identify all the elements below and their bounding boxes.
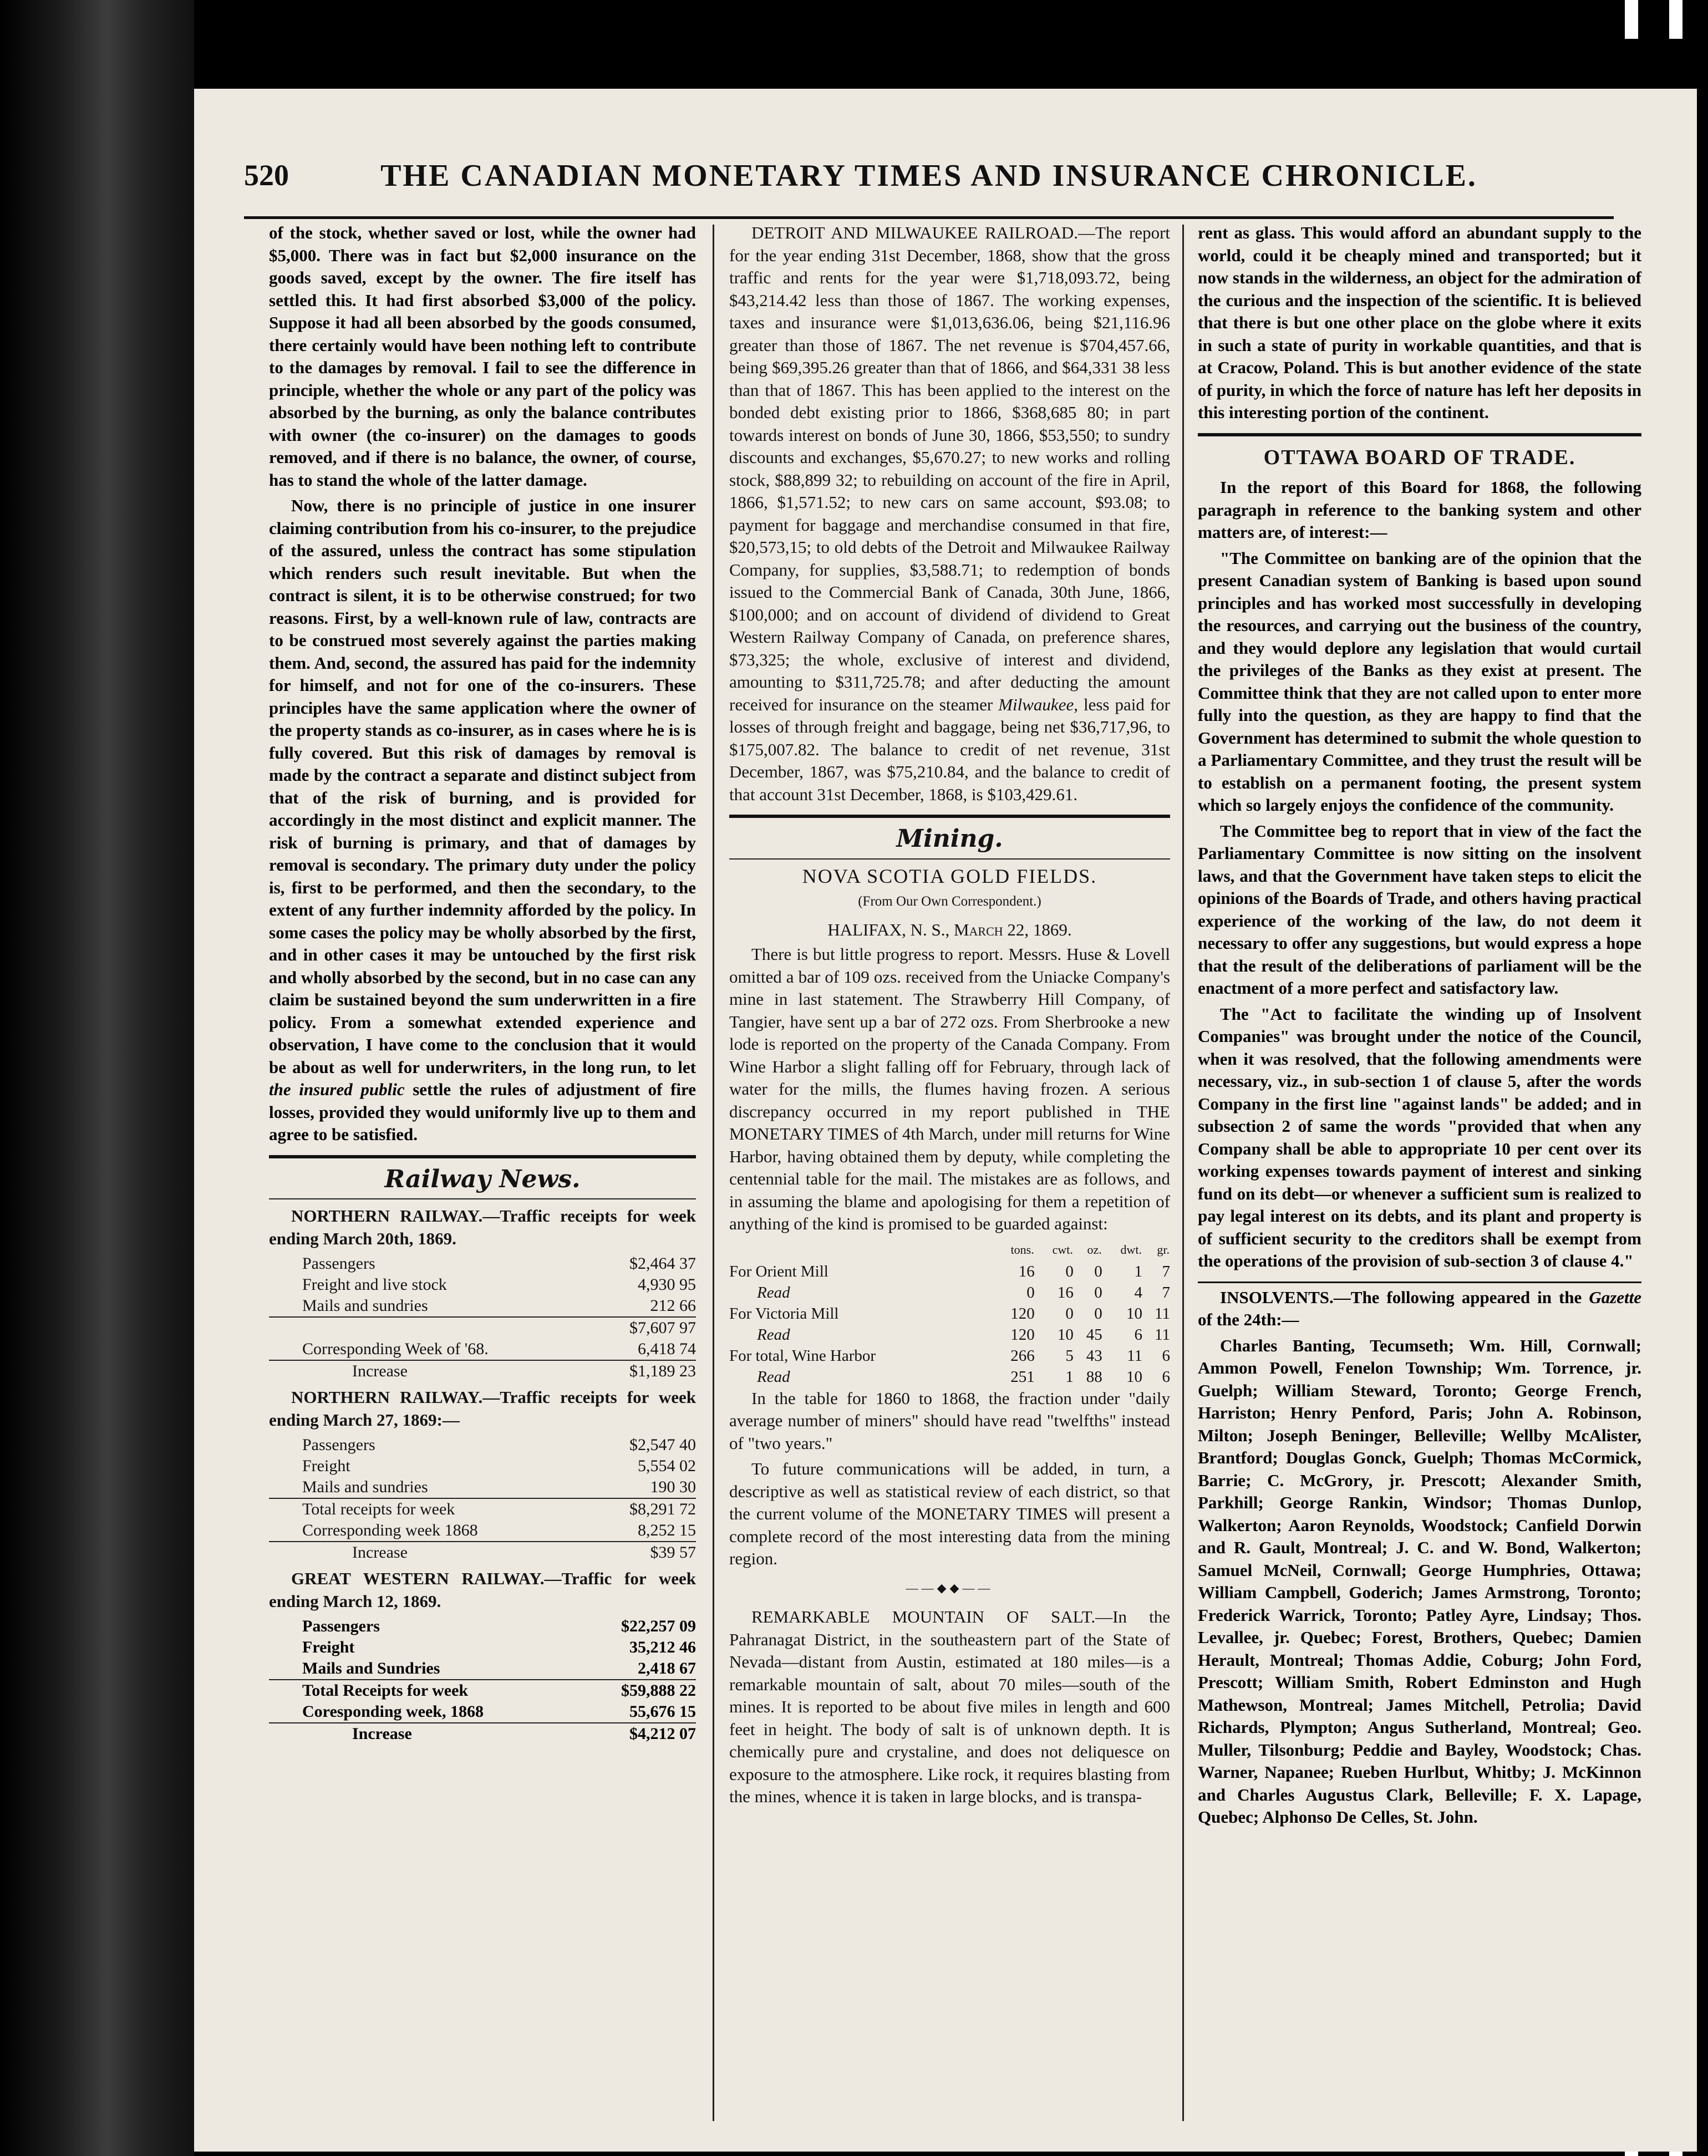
- header-rule: [244, 216, 1614, 219]
- table-row: Increase $39 57: [269, 1542, 696, 1563]
- article-paragraph: To future communications will be added, in turn, a descriptive as well as statistical review of each district, so that the current volume of the MONETARY TIMES will present a complete record of the most interesting data from the mining region.: [729, 1459, 1170, 1568]
- newspaper-page: [194, 89, 1697, 2152]
- paragraph-text: —In the Pahranagat District, in the southeastern part of the State of Nevada—distant from Austin, estimated at 180 miles—is a remarkable mountain of salt, about 70 miles—south of the mines. It is reported to be about five miles in length and 600 feet in height. The body of salt is of unknown depth. It is chemically pure and crystaline, and does not deliquesce on exposure to the atmosphere. Like rock, it requires blasting from the mines, whence it is taken in large blocks, and is transpa-: [729, 1607, 1170, 1806]
- table-row: Read 120 10 45 6 11: [757, 1325, 1170, 1344]
- section-rule: [729, 858, 1170, 860]
- article-paragraph: The Committee beg to report that in view of the fact the Parliamentary Committee is now sitting on the insolvent laws, and that the Government have taken steps to elicit the opinions of the Boards of Trade, and others having practical experience of the working of the law, do not deem it necessary to offer any suggestions, but would express a hope that the result of the deliberations of parliament will be the enactment of a more perfect and satisfactory law.: [1198, 821, 1641, 998]
- article-dateline: HALIFAX, N. S., March 22, 1869.: [827, 919, 1072, 939]
- table-row: Increase $1,189 23: [269, 1360, 696, 1382]
- paragraph-text: —The report for the year ending 31st December, 1868, show that the gross traffic and rents for the year were $1,718,093.72, being $43,214.42 less than those of 1867. The working expenses, taxes and insurance were $1,013,636.06, being $21,116.96 greater than those of 1867. The net revenue is $704,457.66, being $69,395.26 greater than that of 1866, and $64,331 38 less than that of 1867. This has been applied to the interest on the bonded debt existing prior to 1866, $368,685 80; in part towards interest on bonds of June 30, 1866, $53,550; to sundry discounts and exchanges, $5,670.27; to new works and rolling stock, $88,899 32; to rebuilding on account of the fire in April, 1866, $1,571.52; to new cars on same account, $93.08; to payment for baggage and merchandise consumed in that fire, $20,573,15; to old debts of the Detroit and Milwaukee Railway Company, for supplies, $3,588.71; to redemption of bonds issued to the Commercial Bank of Canada, 30th June, 1866, $100,000; and on account of dividend of dividend to Great Western Railway Company of Canada, on preference shares, $73,325; the whole, exclusive of interest and dividend, amounting to $311,725.78; and after deducting the amount received for insurance on the steamer: [729, 223, 1170, 714]
- table-row: Passengers $2,464 37: [302, 1254, 696, 1273]
- article-heading: INSOLVENTS.: [1220, 1287, 1334, 1307]
- report-title: GREAT WESTERN RAILWAY.: [291, 1569, 545, 1588]
- table-row: Freight and live stock 4,930 95: [302, 1275, 696, 1294]
- running-title: THE CANADIAN MONETARY TIMES AND INSURANCE CHRONICLE.: [380, 159, 1477, 193]
- column-divider: [1182, 225, 1184, 2121]
- table-row: $7,607 97: [269, 1317, 696, 1339]
- insolvents-list: Charles Banting, Tecumseth; Wm. Hill, Cornwall; Ammon Powell, Fenelon Township; Wm. Torrence, jr. Guelph; William Steward, Toronto; George French, Harriston; Henry Penford, Paris; John A. Robinson, Milton; Joseph Beninger, Belleville; Wellby McAlister, Brantford; Douglas Gonck, Guelph; Thomas McCormick, Barrie; C. McGrory, jr. Prescott; Alexander Smith, Parkhill; George Rankin, Windsor; Thomas Dunlop, Walkerton; Aaron Reynolds, Woodstock; Canfield Dorwin and R. Gault, Montreal; J. C. and W. Bond, Walkerton; Samuel McNeil, Cornwall; George Humphries, Ottawa; William Campbell, Goderich; James Armstrong, Toronto; Frederick Warrick, Toronto; Patley Ayre, Lindsay; Thos. Levallee, jr. Quebec; Forest, Brothers, Quebec; Damien Herault, Montreal; Thomas Addie, Coburg; John Ford, Prescott; William Smith, Robert Edminston and Hugh Mathewson, Montreal; James Mitchell, Petrolia; David Richards, Plympton; Angus Sutherland, Montreal; Geo. Muller, Tilsonburg; Peddie and Bayley, Woodstock; Chas. Warner, Napanee; Rueben Hurlbut, Whitby; J. McKinnon and Charles Augustus Clark, Belleville; F. X. Lapage, Quebec; Alphonso De Celles, St. John.: [1198, 1335, 1641, 1827]
- column-1: [269, 222, 696, 1745]
- traffic-table: [269, 1616, 696, 1745]
- book-binding-shadow: [0, 0, 194, 2156]
- table-row: Total Receipts for week $59,888 22: [269, 1680, 696, 1701]
- page-number: 520: [244, 159, 289, 192]
- section-title-ottawa-board: OTTAWA BOARD OF TRADE.: [1263, 445, 1576, 469]
- article-paragraph: The "Act to facilitate the winding up of Insolvent Companies" was brought under the notice of the Council, when it was resolved, that the following amendments were necessary, viz., in sub-section 1 of clause 5, after the words Company in the first line "against lands" be added; and in subsection 2 of same the words "provided that when any Company shall be able to appropriate 10 per cent over its working expenses towards payment of interest and sinking fund on its debt—or whenever a sufficient sum is realized to pay legal interest on its debts, and its plant and property is of sufficient security to the creditors shall be exempt from the operations of the provision of sub-section 3 of clause 4.": [1198, 1004, 1641, 1270]
- article-paragraph: rent as glass. This would afford an abundant supply to the world, could it be cheaply mined and transported; but it now stands in the wilderness, an object for the admiration of the curious and the inspection of the scientific. It is believed that there is but one other place on the globe where it exits in such a state of purity in workable quantities, and that is at Cracow, Poland. This is but another evidence of the state of purity, in which the force of nature has left her deposits in this interesting portion of the continent.: [1198, 223, 1641, 422]
- table-row: For total, Wine Harbor 266 5 43 11 6: [729, 1346, 1170, 1365]
- table-row: Freight 5,554 02: [302, 1457, 696, 1475]
- article-paragraph: [729, 222, 1170, 806]
- paragraph-text: —The following appeared in the: [1333, 1287, 1582, 1307]
- article-heading: DETROIT AND MILWAUKEE RAILROAD.: [751, 223, 1079, 242]
- table-row: Corresponding Week of '68. 6,418 74: [302, 1340, 696, 1358]
- traffic-report-heading: [269, 1205, 696, 1250]
- column-3: [1198, 222, 1641, 1832]
- traffic-report-heading: [269, 1386, 696, 1431]
- article-heading: REMARKABLE MOUNTAIN OF SALT.: [751, 1607, 1096, 1626]
- table-row: Corresponding week 1868 8,252 15: [302, 1521, 696, 1539]
- paragraph-text: , less paid for losses of through freight and baggage, being net $36,717,96, to $175,007.82. The balance to credit of net revenue, 31st December, 1867, was $75,210.84, and the balance to credit of that account 31st December, 1868, is $103,429.61.: [729, 694, 1170, 804]
- table-row: Read 0 16 0 4 7: [757, 1283, 1170, 1301]
- table-row: Increase $4,212 07: [269, 1723, 696, 1745]
- article-byline: (From Our Own Correspondent.): [858, 894, 1041, 909]
- table-row: Passengers $2,547 40: [302, 1436, 696, 1454]
- traffic-report-heading: [269, 1568, 696, 1613]
- traffic-table: [269, 1253, 696, 1382]
- traffic-table: [269, 1435, 696, 1563]
- column-divider: [713, 225, 714, 2121]
- section-rule: [1198, 433, 1641, 436]
- section-rule: [1198, 1282, 1641, 1283]
- article-paragraph: [1198, 1287, 1641, 1331]
- article-paragraph: In the table for 1860 to 1868, the fraction under "daily average number of miners" should have read "twelfths" instead of "two years.": [729, 1388, 1170, 1453]
- report-title: NORTHERN RAILWAY.: [291, 1387, 483, 1407]
- table-row: Freight 35,212 46: [302, 1638, 696, 1656]
- article-paragraph: [729, 1606, 1170, 1808]
- section-title-railway-news: Railway News.: [384, 1165, 581, 1193]
- paragraph-text: settle the rules of adjustment of fire losses, provided they would uniformly live up to them and agree to be satisfied.: [269, 1080, 697, 1144]
- table-row: Total receipts for week $8,291 72: [269, 1498, 696, 1520]
- page-header: [244, 152, 1614, 208]
- section-title-mining: Mining.: [896, 825, 1003, 853]
- section-rule: [269, 1198, 696, 1199]
- report-subtitle: —Traffic receipts for week ending March 20th, 1869.: [269, 1206, 697, 1248]
- article-paragraph: In the report of this Board for 1868, the following paragraph in reference to the banking system and other matters are, of interest:—: [1198, 477, 1641, 542]
- table-row: For Orient Mill 16 0 0 1 7: [729, 1262, 1170, 1280]
- table-header-row: tons. cwt. oz. dwt. gr.: [1010, 1242, 1170, 1257]
- table-row: Mails and Sundries 2,418 67: [302, 1659, 696, 1677]
- section-rule: [269, 1155, 696, 1158]
- mill-returns-table: [729, 1239, 1170, 1387]
- report-subtitle: —Traffic receipts for week ending March 27, 1869:—: [269, 1387, 697, 1430]
- table-row: Read 251 1 88 10 6: [757, 1367, 1170, 1386]
- article-paragraph: [269, 495, 696, 1146]
- report-title: NORTHERN RAILWAY.: [291, 1206, 483, 1226]
- section-rule: [729, 815, 1170, 818]
- report-subtitle: —Traffic for week ending March 12, 1869.: [269, 1569, 697, 1611]
- italic-phrase: the insured public: [269, 1080, 405, 1099]
- column-2: [729, 222, 1170, 1812]
- article-paragraph: of the stock, whether saved or lost, while the owner had $5,000. There was in fact but $2,000 insurance on the goods saved, except by the owner. The fire itself has settled this. It had first absorbed $3,000 of the policy. Suppose it had all been absorbed by the goods consumed, there certainly would have been nothing left to contribute to the damages by removal. I fail to see the difference in principle, whether the whole or any part of the policy was absorbed by the burning, as only the balance contributes with owner (the co-insurer) on the damages to goods removed, and if there is no balance, the owner, of course, has to stand the whole of the latter damage.: [269, 223, 696, 490]
- italic-phrase: Gazette: [1589, 1287, 1642, 1307]
- section-separator-ornament: ——◆◆——: [906, 1580, 994, 1595]
- paragraph-text: Now, there is no principle of justice in one insurer claiming contribution from his co-insurer, to the prejudice of the assured, unless the contract has some stipulation which renders such result inevitable. But when the contract is silent, it is to be otherwise construed; for two reasons. First, by a well-known rule of law, contracts are to be construed most severely against the parties making them. And, second, the assured has paid for the indemnity for himself, and not for one of the co-insurers. These principles have the same application where the owner of the property stands as co-insurer, as in cases where he is is fully covered. But this risk of damages by removal is made by the contract a separate and distinct subject from that of the risk of burning, and is provided for accordingly in the most distinct and explicit manner. The risk of burning is primary, and that of damages by removal is secondary. The primary duty under the policy is, first to be performed, and then the secondary, to the extent of any further indemnity afforded by the policy. In some cases the policy may be wholly absorbed by the first, and in other cases it may be untouched by the first risk and wholly absorbed by the second, but in no case can any claim be sustained beyond the sum underwritten in a fire policy. From a somewhat extended experience and observation, I have come to the conclusion that it would be about as well for underwriters, in the long run, to let: [269, 496, 696, 1077]
- article-paragraph: There is but little progress to report. Messrs. Huse & Lovell omitted a bar of 109 ozs. received from the Uniacke Company's mine in last statement. The Strawberry Hill Company, of Tangier, have sent up a bar of 272 ozs. From Sherbrooke a new lode is reported on the property of the Canada Company. From Wine Harbor a slight falling off for February, through lack of water for the mills, the flumes having frozen. A serious discrepancy occurred in my report published in THE MONETARY TIMES of 4th March, under mill returns for Wine Harbor, having obtained them by deputy, while completing the centennial table for the mail. The mistakes are as follows, and in assuming the blame and apologising for them a repetition of anything of the kind is promised to be guarded against:: [729, 944, 1170, 1233]
- table-row: Passengers $22,257 09: [302, 1617, 696, 1635]
- table-row: For Victoria Mill 120 0 0 10 11: [729, 1304, 1170, 1323]
- article-title: NOVA SCOTIA GOLD FIELDS.: [802, 865, 1097, 887]
- table-row: Mails and sundries 212 66: [302, 1296, 696, 1315]
- table-row: Mails and sundries 190 30: [302, 1478, 696, 1496]
- article-paragraph: "The Committee on banking are of the opinion that the present Canadian system of Banking is based upon sound principles and has worked most successfully in developing the resources, and carrying out the business of the country, and they would deplore any legislation that would curtail the privileges of the Banks as they exist at present. The Committee think that they are not called upon to enter more fully into the question, as they are happy to find that the Government has determined to submit the whole question to a Parliamentary Committee, and they trust the result will be to establish on a permanent footing, the present system which so largely enjoys the confidence of the community.: [1198, 548, 1641, 815]
- paragraph-text: of the 24th:—: [1198, 1310, 1299, 1329]
- table-row: Coresponding week, 1868 55,676 15: [302, 1702, 696, 1721]
- italic-phrase: Milwaukee: [998, 694, 1074, 714]
